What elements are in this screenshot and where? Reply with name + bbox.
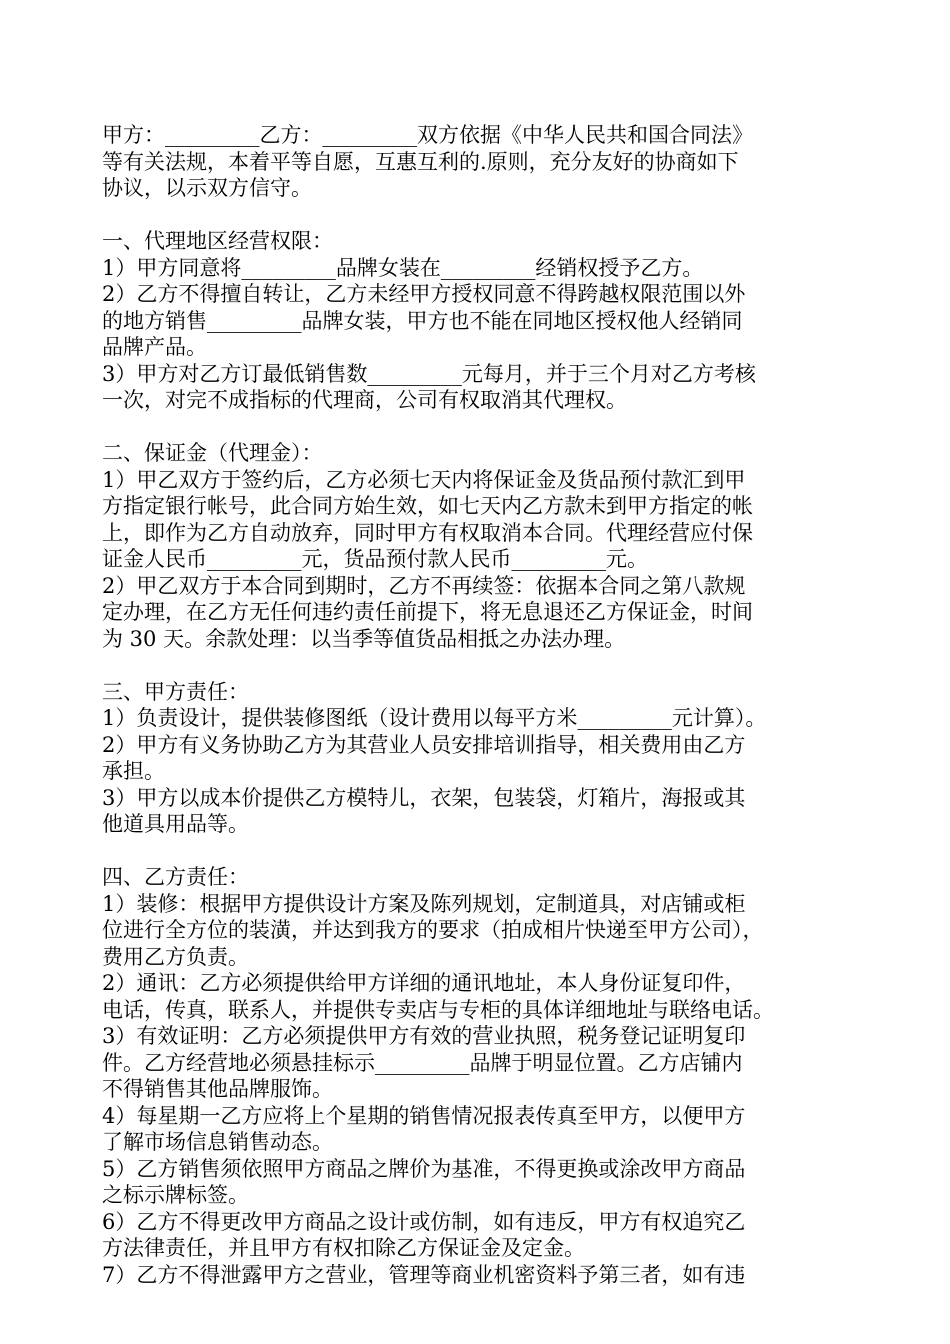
text-line: 三、甲方责任： [102,679,249,704]
text-line: 1）甲方同意将_________品牌女装在_________经销权授予乙方。 [102,255,704,280]
paragraph-gap [102,414,862,441]
text-line: 不得销售其他品牌服饰。 [102,1077,333,1101]
text-line: 1）甲乙双方于签约后，乙方必须七天内将保证金及货品预付款汇到甲 [102,467,746,492]
text-line: 2）甲方有义务协助乙方为其营业人员安排培训指导，相关费用由乙方 [102,732,746,757]
text-line: 的地方销售_________品牌女装，甲方也不能在同地区授权他人经销同 [102,308,743,333]
text-line: 2）甲乙双方于本合同到期时，乙方不再续签：依据本合同之第八款规 [102,573,746,598]
text-line: 1）装修：根据甲方提供设计方案及陈列规划，定制道具，对店铺或柜 [102,891,746,916]
text-line: 费用乙方负责。 [102,944,249,969]
text-line: 为 30 天。余款处理：以当季等值货品相抵之办法办理。 [102,626,626,651]
text-line: 甲方：_________乙方：_________双方依据《中华人民共和国合同法》 [102,123,753,147]
text-line: 3）甲方对乙方订最低销售数_________元每月，并于三个月对乙方考核 [102,361,756,386]
text-line: 四、乙方责任： [102,865,249,889]
text-line: 上，即作为乙方自动放弃，同时甲方有权取消本合同。代理经营应付保 [102,520,753,545]
text-line: 定办理，在乙方无任何违约责任前提下，将无息退还乙方保证金，时间 [102,600,753,624]
paragraph-gap [102,202,862,229]
text-line: 7）乙方不得泄露甲方之营业，管理等商业机密资料予第三者，如有违 [102,1262,746,1287]
text-line: 方指定银行帐号，此合同方始生效，如七天内乙方款未到甲方指定的帐 [102,494,753,518]
text-line: 一次，对完不成指标的代理商，公司有权取消其代理权。 [102,388,627,412]
text-line: 2）乙方不得擅自转让，乙方未经甲方授权同意不得跨越权限范围以外 [102,282,746,306]
text-line: 5）乙方销售须依照甲方商品之牌价为基准，不得更换或涂改甲方商品 [102,1156,746,1181]
text-line: 他道具用品等。 [102,812,249,836]
text-line: 电话，传真，联系人，并提供专卖店与专柜的具体详细地址与联络电话。 [102,997,774,1022]
paragraph-gap [102,838,862,865]
text-line: 方法律责任，并且甲方有权扣除乙方保证金及定金。 [102,1236,585,1260]
paragraph-gap [102,652,862,679]
text-line: 二、保证金（代理金）： [102,441,323,465]
text-line: 3）甲方以成本价提供乙方模特儿，衣架，包装袋，灯箱片，海报或其 [102,785,746,810]
text-line: 3）有效证明：乙方必须提供甲方有效的营业执照，税务登记证明复印 [102,1024,746,1048]
text-line: 承担。 [102,759,165,783]
text-line: 6）乙方不得更改甲方商品之设计或仿制，如有违反，甲方有权追究乙 [102,1209,746,1234]
text-line: 1）负责设计，提供装修图纸（设计费用以每平方米_________元计算）。 [102,706,767,730]
text-line: 等有关法规，本着平等自愿，互惠互利的.原则，充分友好的协商如下 [102,149,739,174]
text-line: 之标示牌标签。 [102,1183,249,1207]
text-line: 品牌产品。 [102,335,207,359]
text-line: 件。乙方经营地必须悬挂标示_________品牌于明显位置。乙方店铺内 [102,1050,743,1075]
text-line: 4）每星期一乙方应将上个星期的销售情况报表传真至甲方，以便甲方 [102,1103,746,1128]
text-line: 2）通讯：乙方必须提供给甲方详细的通讯地址，本人身份证复印件， [102,971,746,995]
text-line: 一、代理地区经营权限： [102,229,333,253]
text-line: 证金人民币_________元，货品预付款人民币_________元。 [102,547,648,571]
contract-body [102,122,862,1288]
text-line: 了解市场信息销售动态。 [102,1130,333,1154]
text-line: 协议，以示双方信守。 [102,176,312,200]
text-line: 位进行全方位的装潢，并达到我方的要求（拍成相片快递至甲方公司）， [102,918,764,942]
